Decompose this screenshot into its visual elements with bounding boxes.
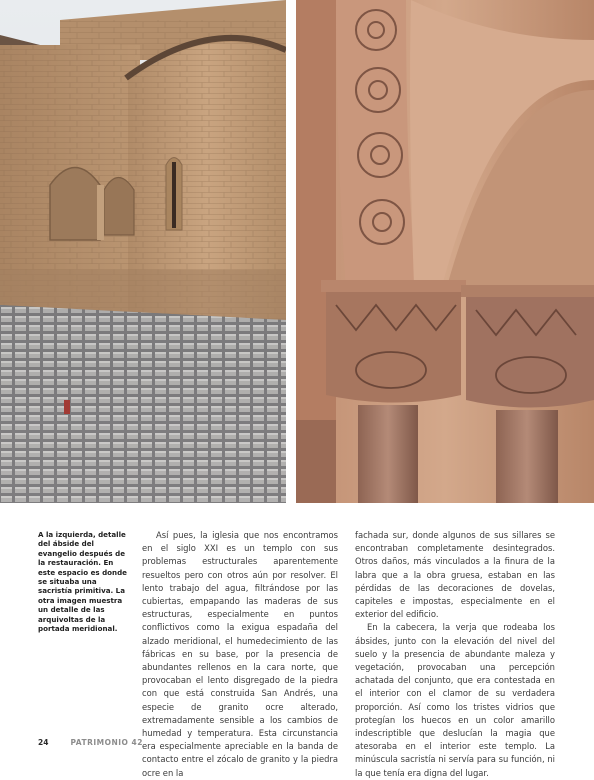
photo-caption: A la izquierda, detalle del ábside del evangelio después de la restauración. En este espacio es donde se situaba una sacristía primitiva. La otra imagen muestra un detalle de las arquivoltas de la portada meridional. xyxy=(38,530,127,634)
photo-apse-restoration xyxy=(0,0,286,503)
page-footer xyxy=(38,738,143,747)
paragraph: Así pues, la iglesia que nos encontramos en el siglo XXI es un templo con sus problemas estructurales aparentemente resueltos pero con otros aún por resolver. El lento trabajo del agua, filtrándose por las cubiertas, empapando las maderas de sus estructuras, especialmente en puntos conflictivos como la exigua espadaña del alzado meridional, el humedecimiento de las fábricas en su base, por la presencia de abundantes rellenos en la cara norte, que provocaban el lento disgregado de la piedra con que está construida San Andrés, una especie de granito ocre alterado, extremadamente sensible a los cambios de humedad y temperatura. Esta circunstancia era especialmente apreciable en la banda de contacto entre el zócalo de granito y la piedra ocre en la xyxy=(142,530,338,778)
page-number: 24 xyxy=(38,738,49,747)
paragraph: En la cabecera, la verja que rodeaba los ábsides, junto con la elevación del nivel del suelo y la presencia de abundante maleza y vegetación, provocaban una percepción achatada del conjunto, que era contestada en el interior con el clamor de su verdadera proporción. Así como los tristes vidrios que protegían los huecos en un color amarillo indescriptible que deslucían la magia que atesoraba en el interior este templo. La minúscula sacristía ni servía para su función, ni la que tenía era digna del lugar. xyxy=(355,622,555,778)
photo-archivolts-detail xyxy=(296,0,594,503)
text-column-2 xyxy=(355,529,555,780)
magazine-title: PATRIMONIO 42 xyxy=(70,738,143,747)
text-column-1 xyxy=(142,529,338,780)
paragraph: fachada sur, donde algunos de sus sillares se encontraban completamente desintegrados. Otros daños, más vinculados a la finura de la labra que a la obra gruesa, estaban en las pérdidas de las decoraciones de dovelas, capiteles e impostas, especialmente en el exterior del edificio. xyxy=(355,530,555,620)
